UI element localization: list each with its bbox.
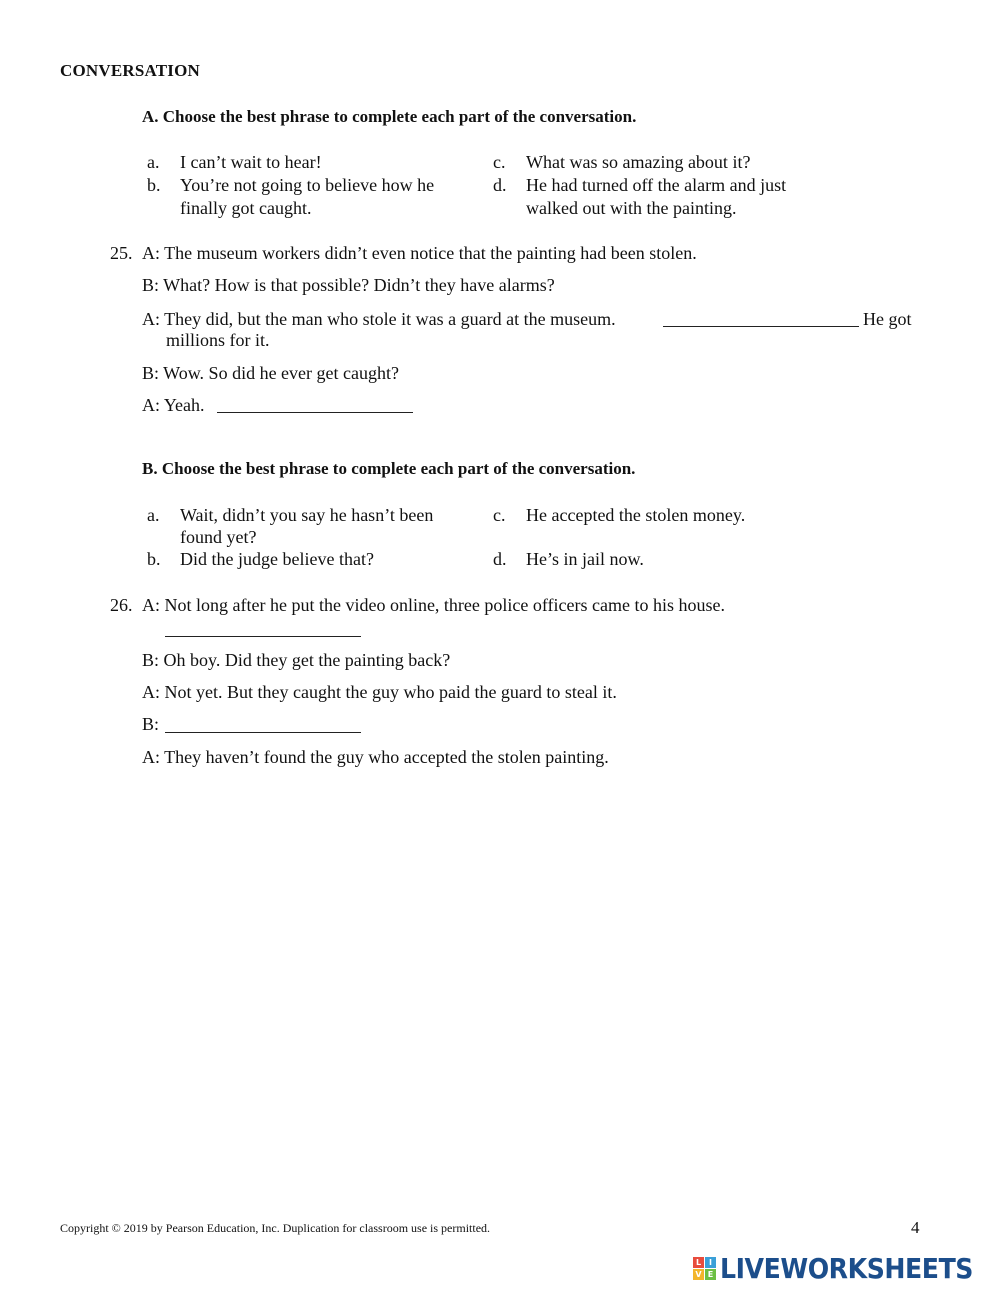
- option-d-text: He had turned off the alarm and just: [526, 175, 787, 195]
- b-option-d-text: He’s in jail now.: [526, 549, 644, 569]
- logo-block-l: L: [693, 1257, 704, 1268]
- option-d-letter: d.: [493, 175, 507, 195]
- section-b-instruction: B. Choose the best phrase to complete each part of the conversation.: [142, 459, 636, 478]
- question-25-number: 25.: [110, 243, 133, 263]
- q25-line-3-end: He got: [863, 309, 912, 329]
- b-option-a-text: Wait, didn’t you say he hasn’t been: [180, 505, 434, 525]
- logo-blocks-icon: [693, 1257, 717, 1281]
- q26-answer-blank-2[interactable]: [165, 732, 361, 733]
- option-b-text: You’re not going to believe how he: [180, 175, 435, 195]
- option-a-text: I can’t wait to hear!: [180, 152, 322, 172]
- b-option-c-text: He accepted the stolen money.: [526, 505, 746, 525]
- q25-answer-blank-2[interactable]: [217, 412, 413, 413]
- liveworksheets-logo[interactable]: [693, 1254, 989, 1284]
- q25-line-2: B: What? How is that possible? Didn’t they have alarms?: [142, 275, 555, 295]
- q25-line-3: A: They did, but the man who stole it was a guard at the museum.: [142, 309, 616, 329]
- page-heading: CONVERSATION: [60, 61, 200, 80]
- q25-answer-blank-1[interactable]: [663, 326, 859, 327]
- q26-line-1: A: Not long after he put the video online, three police officers came to his house.: [142, 595, 725, 615]
- section-a-instruction: A. Choose the best phrase to complete each part of the conversation.: [142, 107, 637, 126]
- copyright-notice: Copyright © 2019 by Pearson Education, Inc. Duplication for classroom use is permitted.: [60, 1221, 491, 1235]
- q26-line-4: B:: [142, 714, 160, 734]
- option-b-text-cont: finally got caught.: [180, 198, 312, 218]
- option-a-letter: a.: [147, 152, 160, 172]
- b-option-d-letter: d.: [493, 549, 507, 569]
- option-c-letter: c.: [493, 152, 506, 172]
- q26-answer-blank-1[interactable]: [165, 636, 361, 637]
- option-d-text-cont: walked out with the painting.: [526, 198, 737, 218]
- logo-block-e: E: [705, 1269, 716, 1280]
- b-option-a-letter: a.: [147, 505, 160, 525]
- b-option-b-text: Did the judge believe that?: [180, 549, 374, 569]
- page-number: 4: [911, 1218, 920, 1237]
- question-26-number: 26.: [110, 595, 133, 615]
- logo-block-v: V: [693, 1269, 704, 1280]
- option-c-text: What was so amazing about it?: [526, 152, 751, 172]
- q25-line-5: A: Yeah.: [142, 395, 205, 415]
- q25-line-1: A: The museum workers didn’t even notice that the painting had been stolen.: [142, 243, 697, 263]
- b-option-c-letter: c.: [493, 505, 506, 525]
- q26-line-2: B: Oh boy. Did they get the painting back?: [142, 650, 451, 670]
- b-option-a-text-cont: found yet?: [180, 527, 257, 547]
- q25-line-3-cont: millions for it.: [166, 330, 270, 350]
- b-option-b-letter: b.: [147, 549, 161, 569]
- q26-line-5: A: They haven’t found the guy who accepted the stolen painting.: [142, 747, 609, 767]
- logo-text: LIVEWORKSHEETS: [720, 1252, 974, 1285]
- option-b-letter: b.: [147, 175, 161, 195]
- q25-line-4: B: Wow. So did he ever get caught?: [142, 363, 399, 383]
- q26-line-3: A: Not yet. But they caught the guy who paid the guard to steal it.: [142, 682, 617, 702]
- logo-block-i: I: [705, 1257, 716, 1268]
